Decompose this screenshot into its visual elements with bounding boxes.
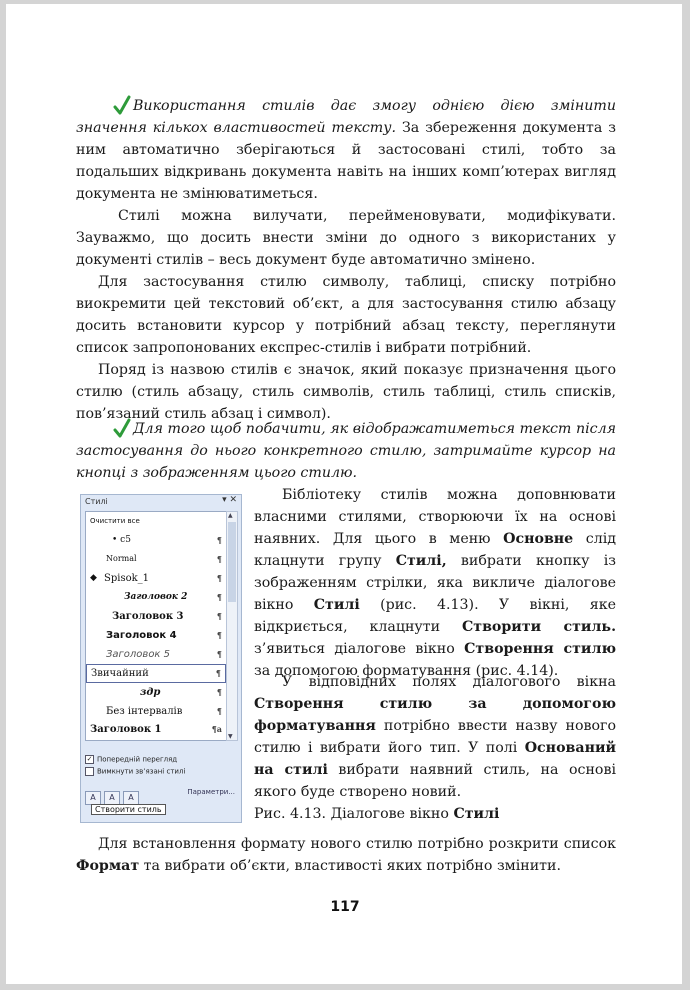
paragraph-8: Для встановлення формату нового стилю потрібно розкрити список Формат та вибрати об’єкти, властивості яких потрібно змінити. — [76, 836, 616, 874]
style-item[interactable]: ◆ Spisok_1 ¶ — [90, 573, 222, 584]
new-style-tooltip: Створити стиль — [91, 804, 166, 815]
new-style-button[interactable]: A — [85, 791, 101, 805]
paragraph-4: Поряд із назвою стилів є значок, який показує призначення цього стилю (стиль абзацу, стиль символів, стиль таблиці, стиль списків, пов’язаний стиль абзац і символ). — [76, 362, 616, 422]
styles-panel-title: Стилі — [85, 497, 108, 506]
style-item[interactable]: Очистити все — [90, 517, 140, 525]
styles-panel — [80, 494, 242, 823]
checkbox-icon[interactable] — [85, 767, 94, 776]
paragraph-2: Стилі можна вилучати, перейменовувати, модифікувати. Зауважмо, що досить внести зміни до одного з використаних у документі стилів – весь документ буде автоматично змінено. — [76, 208, 616, 268]
styles-toolbar — [85, 785, 142, 805]
panel-menu-close-icon[interactable]: ▾ ✕ — [222, 495, 237, 505]
page-number: 117 — [330, 899, 360, 915]
options-link[interactable]: Параметри... — [187, 788, 235, 796]
styles-list — [85, 511, 227, 741]
paragraph-5-text: Для того щоб побачити, як відображатиметься текст після застосування до нього конкретного стилю, затримайте курсор на кнопці з зображенням цього стилю. — [76, 421, 616, 481]
style-item-selected[interactable]: Звичайний ¶ — [86, 664, 226, 683]
style-item[interactable]: здр ¶ — [140, 687, 222, 698]
linked-styles-checkbox[interactable]: Вимкнути зв’язані стилі — [85, 767, 225, 776]
scroll-thumb[interactable] — [228, 522, 236, 602]
checkbox-checked-icon[interactable]: ✓ — [86, 755, 93, 763]
styles-scrollbar[interactable] — [226, 511, 238, 741]
paragraph-6: Бібліотеку стилів можна доповнювати власними стилями, створюючи їх на основі наявних. Для цього в меню Основне слід клацнути групу Стилі, вибрати кнопку із зображенням стрілки, яка викличе діалогове вікно Стилі (рис. 4.13). У вікні, яке відкриється, клацнути Створити стиль. з’явиться діалогове вікно Створення стилю за допомогою форматування (рис. 4.14). — [254, 487, 617, 679]
style-item[interactable]: Normal ¶ — [106, 554, 222, 564]
manage-styles-button[interactable]: A — [123, 791, 139, 805]
style-item[interactable]: Без інтервалів ¶ — [106, 706, 222, 717]
style-item[interactable]: Заголовок 4 ¶ — [106, 630, 222, 641]
paragraph-1-rest: За збереження документа з ним автоматично зберігаються й застосовані стилі, тобто за подальших відкривань документа навіть на інших комп’ютерах вигляд документа не змінюватиметься. — [76, 120, 617, 202]
paragraph-5 — [76, 418, 616, 484]
style-item[interactable]: Заголовок 2 ¶ — [124, 592, 222, 602]
style-item[interactable]: • c5 ¶ — [112, 535, 222, 545]
style-item[interactable]: Заголовок 1 ¶a — [90, 724, 222, 735]
style-item[interactable]: Заголовок 5 ¶ — [106, 649, 222, 660]
paragraph-1 — [76, 95, 616, 205]
figure-caption: Рис. 4.13. Діалогове вікно Стилі — [254, 806, 500, 822]
style-inspector-button[interactable]: A — [104, 791, 120, 805]
scroll-down-icon[interactable]: ▼ — [228, 733, 233, 740]
paragraph-1-italic-lead: Використання стилів дає змогу однією дією змінити значення кількох властивостей тексту. — [76, 98, 616, 136]
paragraph-7: У відповідних полях діалогового вікна Створення стилю за допомогою форматування потрібно ввести назву нового стилю і вибрати його тип. У полі Оснований на стилі вибрати наявний стиль, на основі якого буде створено новий. — [254, 674, 617, 800]
style-item[interactable]: Заголовок 3 ¶ — [112, 611, 222, 622]
paragraph-3: Для застосування стилю символу, таблиці, списку потрібно виокремити цей текстовий об’єкт, а для застосування стилю абзацу досить встановити курсор у потрібний абзац тексту, переглянути список запропонованих експрес-стилів і вибрати потрібний. — [76, 274, 616, 356]
scroll-up-icon[interactable]: ▲ — [228, 512, 233, 519]
preview-checkbox[interactable]: ✓ Попередній перегляд — [86, 755, 178, 764]
